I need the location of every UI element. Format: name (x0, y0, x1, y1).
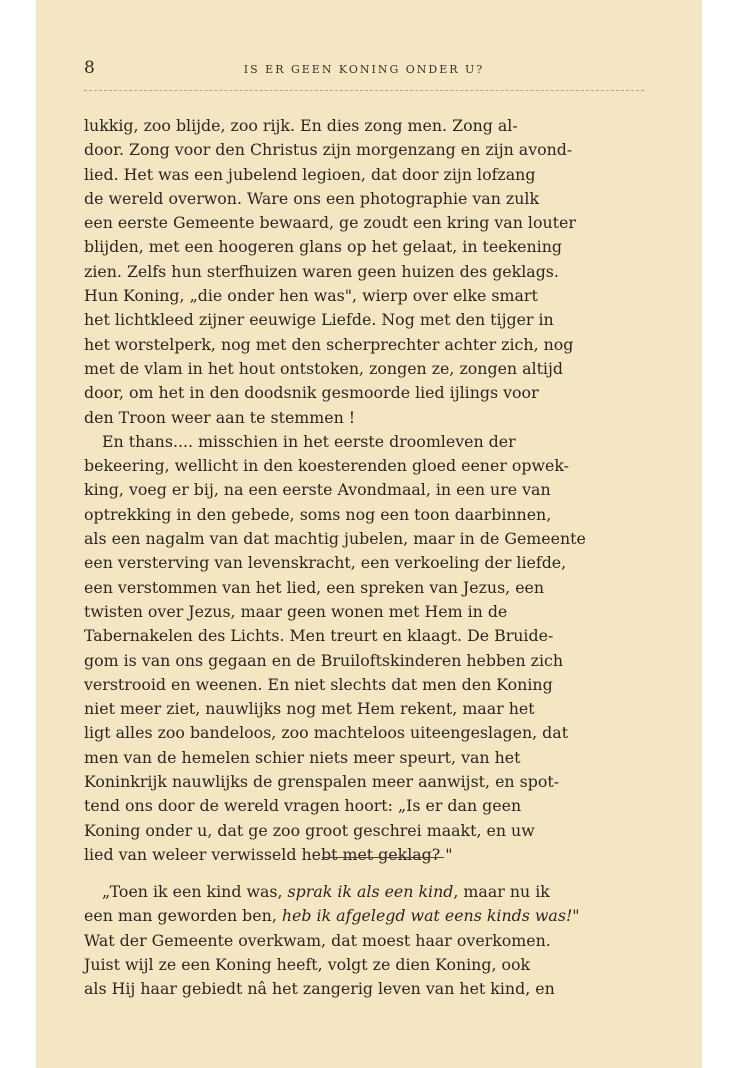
text-line: als Hij haar gebiedt nâ het zangerig leven van het kind, en (84, 979, 555, 999)
text-line: optrekking in den gebede, soms nog een toon daarbinnen, (84, 504, 552, 524)
text-line: king, voeg er bij, na een eerste Avondmaal, in een ure van (84, 480, 551, 500)
text-line: men van de hemelen schier niets meer speurt, van het (84, 747, 521, 767)
running-title: IS ER GEEN KONING ONDER U? (243, 63, 485, 76)
text-line: een versterving van levenskracht, een verkoeling der liefde, (84, 553, 567, 573)
header-rule (84, 90, 644, 91)
text-run: , maar nu ik (453, 882, 550, 901)
body-text-bottom (84, 880, 642, 1001)
text-line: Hun Koning, „die onder hen was", wierp over elke smart (84, 286, 538, 306)
italic-phrase: sprak ik als een kind (287, 882, 454, 901)
text-line: Koninkrijk nauwlijks de grenspalen meer aanwijst, en spot- (84, 772, 560, 792)
page-number: 8 (84, 58, 95, 78)
italic-phrase: heb ik afgelegd wat eens kinds was!" (281, 906, 580, 926)
body-text-top (84, 114, 642, 867)
page-header (84, 58, 644, 84)
text-line: gom is van ons gegaan en de Bruiloftskinderen hebben zich (84, 650, 564, 670)
text-line: Tabernakelen des Lichts. Men treurt en klaagt. De Bruide- (84, 626, 554, 646)
text-line: door, om het in den doodsnik gesmoorde lied ijlings voor (84, 383, 539, 403)
text-line: met de vlam in het hout ontstoken, zongen ze, zongen altijd (84, 358, 563, 378)
section-divider (322, 857, 444, 858)
text-line: als een nagalm van dat machtig jubelen, maar in de Gemeente (84, 529, 586, 549)
text-line: door. Zong voor den Christus zijn morgenzang en zijn avond- (84, 140, 573, 160)
text-line: twisten over Jezus, maar geen wonen met Hem in de (84, 601, 508, 621)
text-line: En thans.... misschien in het eerste droomleven der (102, 431, 516, 451)
text-line: een eerste Gemeente bewaard, ge zoudt een kring van louter (84, 213, 576, 233)
text-line: het worstelperk, nog met den scherprechter achter zich, nog (84, 334, 574, 354)
text-line (102, 880, 642, 904)
text-line: bekeering, wellicht in den koesterenden gloed eener opwek- (84, 456, 570, 476)
text-line: de wereld overwon. Ware ons een photographie van zulk (84, 188, 540, 208)
text-line: Juist wijl ze een Koning heeft, volgt ze dien Koning, ook (84, 954, 531, 974)
text-line: den Troon weer aan te stemmen ! (84, 407, 356, 427)
text-line: tend ons door de wereld vragen hoort: „Is er dan geen (84, 796, 522, 816)
text-line: blijden, met een hoogeren glans op het gelaat, in teekening (84, 237, 563, 257)
text-line: een verstommen van het lied, een spreken van Jezus, een (84, 577, 545, 597)
text-line: Koning onder u, dat ge zoo groot geschrei maakt, en uw (84, 820, 535, 840)
text-run: „Toen ik een kind was, (102, 882, 288, 901)
text-line: verstrooid en weenen. En niet slechts dat men den Koning (84, 674, 553, 694)
text-line: lied. Het was een jubelend legioen, dat door zijn lofzang (84, 164, 536, 184)
text-run: een man geworden ben, (84, 906, 282, 926)
text-line: lukkig, zoo blijde, zoo rijk. En dies zong men. Zong al- (84, 116, 518, 135)
text-line: Wat der Gemeente overkwam, dat moest haar overkomen. (84, 930, 551, 950)
text-line: niet meer ziet, nauwlijks nog met Hem rekent, maar het (84, 699, 535, 719)
text-line (84, 904, 642, 928)
text-line: zien. Zelfs hun sterfhuizen waren geen huizen des geklags. (84, 261, 559, 281)
text-line: ligt alles zoo bandeloos, zoo machteloos uiteengeslagen, dat (84, 723, 569, 743)
text-line: lied van weleer verwisseld hebt met geklag? " (84, 844, 453, 864)
text-line: het lichtkleed zijner eeuwige Liefde. Nog met den tijger in (84, 310, 554, 330)
